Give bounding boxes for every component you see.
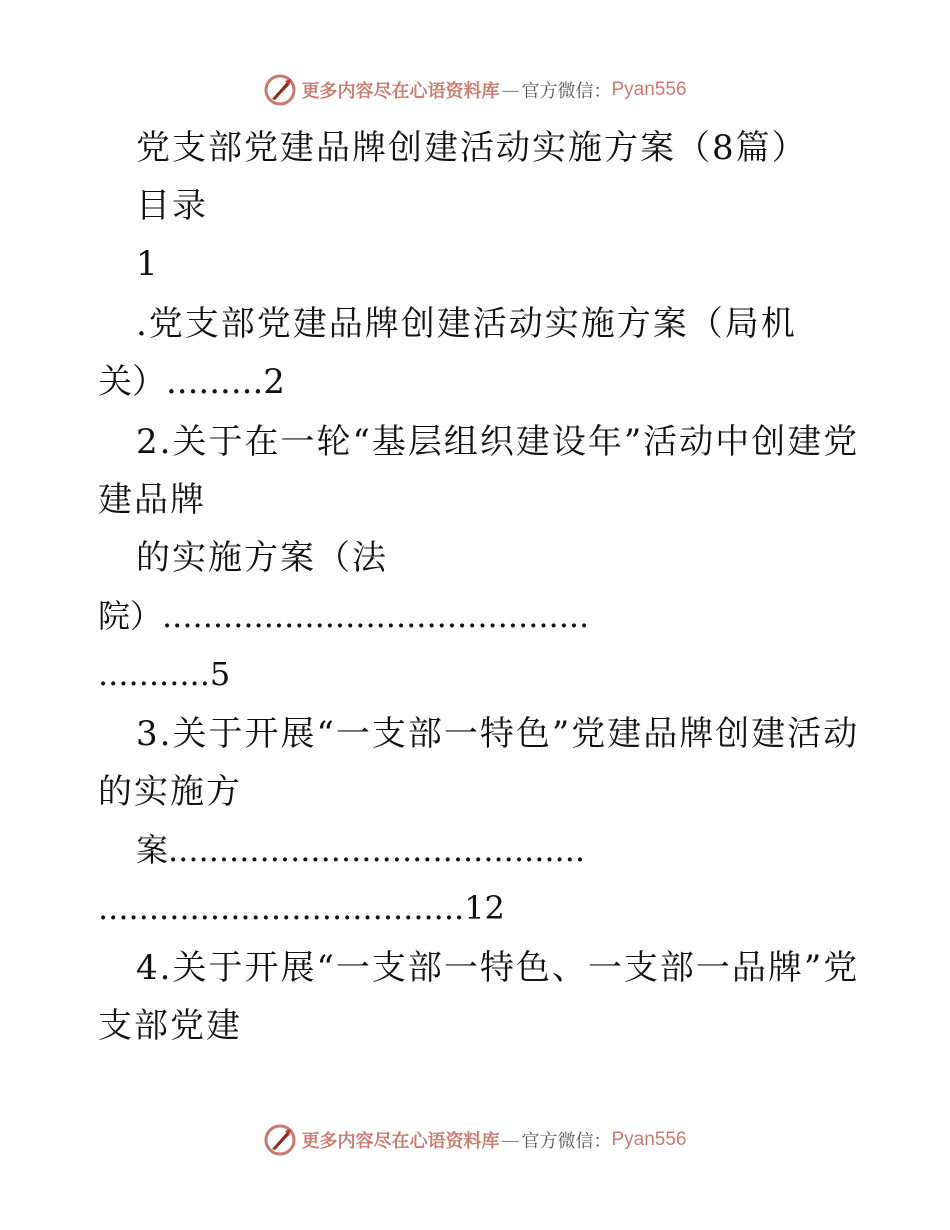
toc-line: 院）..........................................: [98, 597, 590, 635]
toc-line: ....................................12: [98, 889, 505, 927]
document-title: 党支部党建品牌创建活动实施方案（8篇）: [136, 128, 808, 168]
footer-watermark: [0, 1120, 950, 1160]
quill-logo-icon: [263, 1123, 297, 1157]
toc-line: 的实施方案（法: [136, 538, 388, 578]
watermark-wechat-id: Pyan556: [611, 79, 687, 100]
toc-line: 建品牌: [98, 480, 206, 520]
watermark-wechat-id: Pyan556: [611, 1129, 687, 1150]
watermark-dash: —: [501, 1129, 520, 1151]
toc-heading: 目录: [136, 186, 208, 226]
toc-line: 1: [136, 244, 160, 284]
toc-line: 的实施方: [98, 772, 242, 812]
toc-line: 2.关于在一轮“基层组织建设年”活动中创建党: [136, 422, 860, 462]
watermark-dash: —: [501, 79, 520, 101]
toc-line: .党支部党建品牌创建活动实施方案（局机: [136, 304, 797, 344]
toc-line: 3.关于开展“一支部一特色”党建品牌创建活动: [136, 714, 860, 754]
quill-logo-icon: [263, 73, 297, 107]
toc-line: 案.........................................: [136, 831, 586, 869]
watermark-brand: 更多内容尽在心语资料库: [301, 81, 500, 102]
toc-line: 4.关于开展“一支部一特色、一支部一品牌”党: [136, 948, 860, 988]
toc-line: 关）.........2: [98, 362, 285, 402]
header-watermark: [0, 70, 950, 110]
watermark-wechat-label: 官方微信：: [521, 81, 612, 102]
toc-line: ...........5: [98, 655, 231, 693]
watermark-brand: 更多内容尽在心语资料库: [301, 1131, 500, 1152]
watermark-wechat-label: 官方微信：: [521, 1131, 612, 1152]
toc-line: 支部党建: [98, 1006, 242, 1046]
